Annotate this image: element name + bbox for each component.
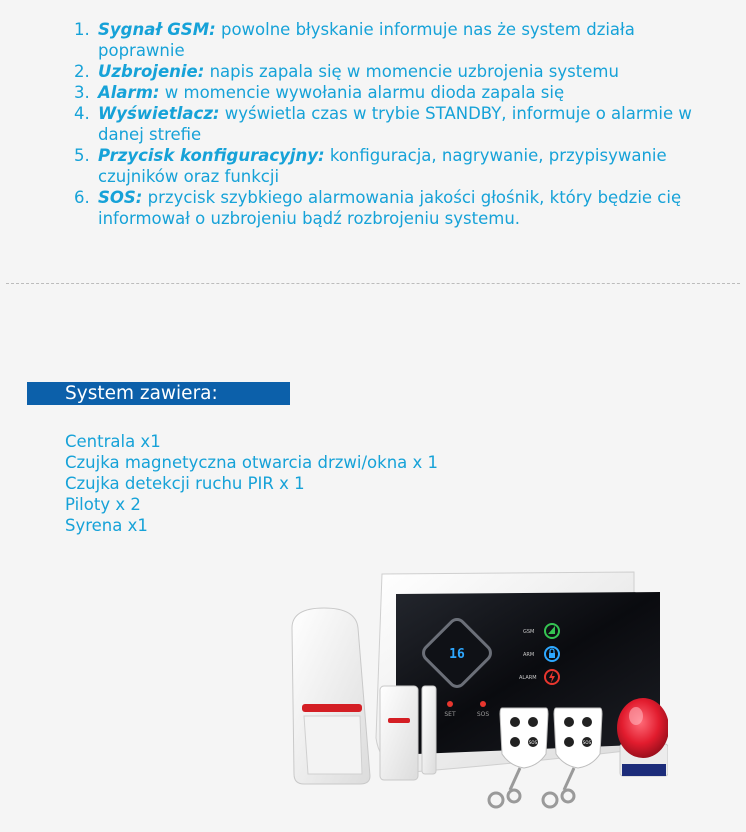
- feature-number: 2.: [74, 62, 90, 81]
- lock-icon: [549, 653, 555, 658]
- feature-number: 5.: [74, 146, 90, 165]
- feature-description: powolne błyskanie informuje nas że system działa poprawnie: [98, 20, 635, 60]
- feature-number: 1.: [74, 20, 90, 39]
- feature-term: Alarm:: [98, 83, 160, 102]
- set-button[interactable]: [447, 701, 453, 707]
- siren: [617, 698, 668, 776]
- remote-unlock-button[interactable]: [528, 717, 538, 727]
- section-divider: [6, 283, 740, 284]
- keyring-icon: [543, 793, 557, 807]
- alarm-kit-illustration: [284, 568, 668, 822]
- display-readout: 16: [449, 647, 465, 662]
- alarm-label: ALARM: [519, 675, 537, 681]
- feature-item-display: [74, 103, 714, 145]
- package-contents-list: [65, 431, 438, 536]
- section-header-bar: [27, 382, 290, 405]
- feature-term: Przycisk konfiguracyjny:: [98, 146, 325, 165]
- feature-item-sos: [74, 187, 714, 229]
- siren-base: [622, 764, 666, 776]
- feature-item-arming: [74, 61, 714, 82]
- feature-term: SOS:: [98, 188, 143, 207]
- sensor-magnet: [422, 686, 436, 774]
- feature-list: [74, 19, 714, 229]
- remote-sos-label: SOS: [528, 740, 538, 745]
- package-item: Czujka detekcji ruchu PIR x 1: [65, 474, 305, 493]
- feature-item-gsm: [74, 19, 714, 61]
- remote-home-button[interactable]: [564, 737, 574, 747]
- remote-lock-button[interactable]: [564, 717, 574, 727]
- feature-term: Sygnał GSM:: [98, 20, 216, 39]
- siren-dome: [617, 698, 668, 758]
- keyring-icon: [489, 793, 503, 807]
- package-item: Syrena x1: [65, 516, 148, 535]
- feature-item-alarm: [74, 82, 714, 103]
- section-title: System zawiera:: [65, 383, 218, 404]
- feature-description: przycisk szybkiego alarmowania jakości głośnik, który będzie cię informował o uzbrojeniu bądź rozbrojeniu systemu.: [98, 188, 682, 228]
- package-item: Centrala x1: [65, 432, 161, 451]
- product-photo: [284, 568, 668, 822]
- remote-sos-label: SOS: [582, 740, 592, 745]
- sensor-led-strip: [388, 718, 410, 723]
- feature-number: 4.: [74, 104, 90, 123]
- set-label: SET: [444, 711, 456, 718]
- feature-term: Wyświetlacz:: [98, 104, 220, 123]
- sos-label: SOS: [476, 711, 490, 718]
- door-window-sensor: [380, 686, 436, 780]
- feature-number: 6.: [74, 188, 90, 207]
- remote-lock-button[interactable]: [510, 717, 520, 727]
- package-item: Piloty x 2: [65, 495, 141, 514]
- gsm-label: GSM: [523, 629, 535, 635]
- feature-description: konfiguracja, nagrywanie, przypisywanie czujników oraz funkcji: [98, 146, 667, 186]
- feature-item-config-button: [74, 145, 714, 187]
- feature-term: Uzbrojenie:: [98, 62, 205, 81]
- feature-description: napis zapala się w momencie uzbrojenia systemu: [209, 62, 619, 81]
- arm-label: ARM: [523, 652, 535, 658]
- package-item: Czujka magnetyczna otwarcia drzwi/okna x 1: [65, 453, 439, 472]
- sos-button[interactable]: [480, 701, 486, 707]
- feature-description: wyświetla czas w trybie STANDBY, informuje o alarmie w danej strefie: [98, 104, 692, 144]
- remote-home-button[interactable]: [510, 737, 520, 747]
- pir-motion-sensor: [292, 608, 370, 784]
- feature-number: 3.: [74, 83, 90, 102]
- feature-description: w momencie wywołania alarmu dioda zapala się: [164, 83, 565, 102]
- remote-unlock-button[interactable]: [582, 717, 592, 727]
- pir-red-stripe: [302, 704, 362, 712]
